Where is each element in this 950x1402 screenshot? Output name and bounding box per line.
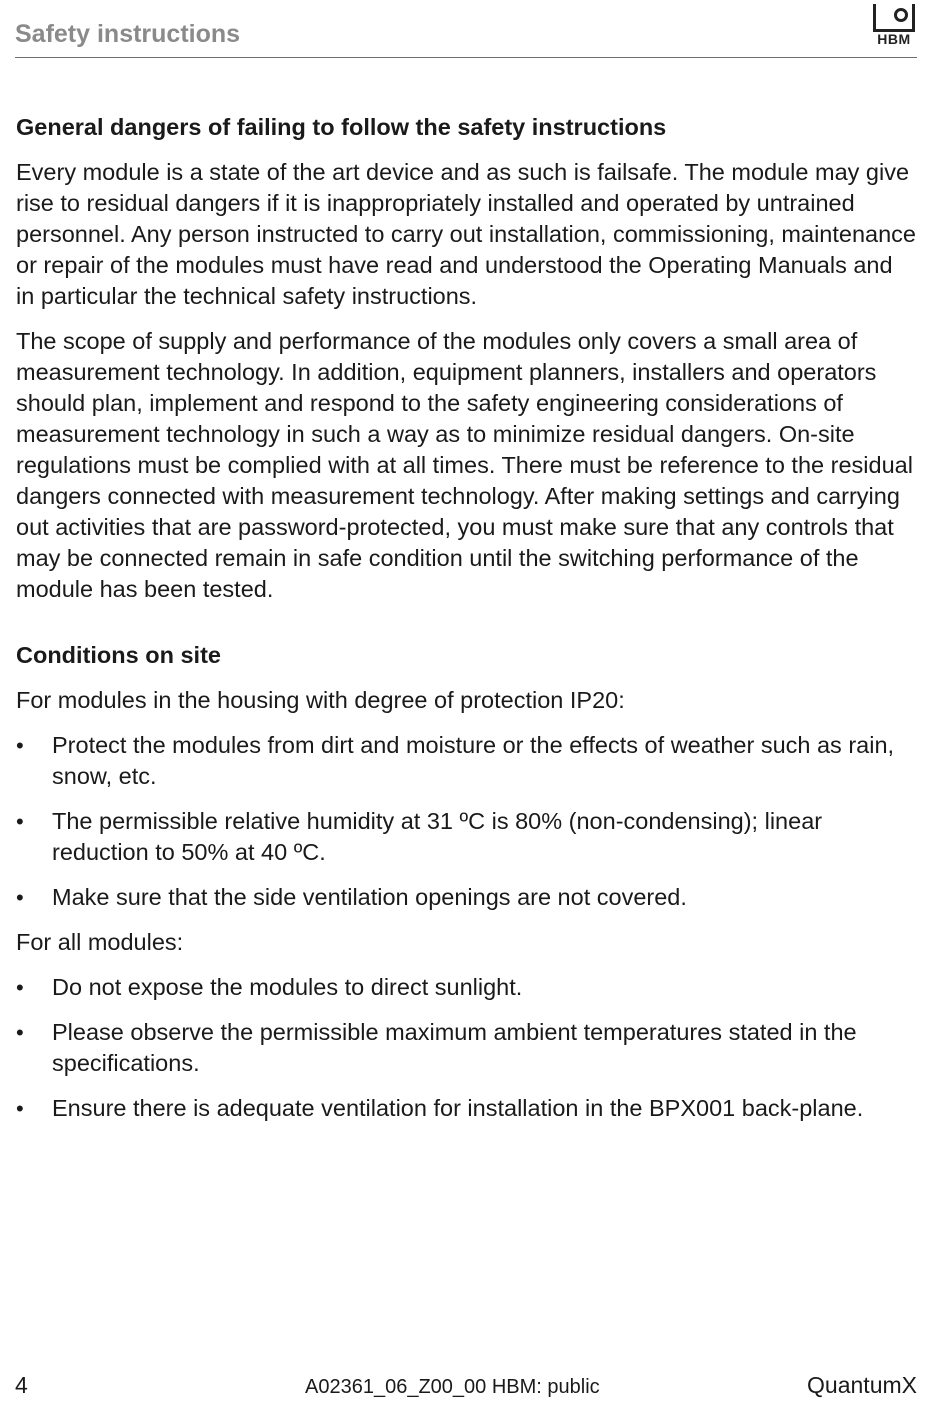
list-item: • Ensure there is adequate ventilation for installation in the BPX001 back-plane. xyxy=(16,1093,916,1124)
paragraph: The scope of supply and performance of the modules only covers a small area of measurement technology. In addition, equipment planners, installers and operators should plan, implement and respond to the safety engineering considerations of measurement technology in such a way as to minimize residual dangers. On-site regulations must be complied with at all times. There must be reference to the residual dangers connected with measurement technology. After making settings and carrying out activities that are password-protected, you must make sure that any controls that may be connected remain in safe condition until the switching performance of the module has been tested. xyxy=(16,328,913,602)
ip20-list xyxy=(16,730,916,913)
running-header-title: Safety instructions xyxy=(15,20,241,48)
list-item: • Please observe the permissible maximum ambient temperatures stated in the specifications. xyxy=(16,1017,916,1079)
page-header xyxy=(15,0,917,58)
hbm-logo-text: HBM xyxy=(877,31,911,47)
list-item: • The permissible relative humidity at 31 ºC is 80% (non-condensing); linear reduction to 50% at 40 ºC. xyxy=(16,806,916,868)
list-item: • Make sure that the side ventilation openings are not covered. xyxy=(16,882,916,913)
all-modules-intro: For all modules: xyxy=(16,929,184,955)
section-heading-conditions-on-site: Conditions on site xyxy=(16,642,221,668)
hbm-logo-icon xyxy=(873,4,915,32)
all-modules-list xyxy=(16,972,916,1124)
page-number: 4 xyxy=(15,1372,28,1398)
paragraph: Every module is a state of the art device and as such is failsafe. The module may give rise to residual dangers if it is inappropriately installed and operated by untrained personnel. Any person instructed to carry out installation, commissioning, maintenance or repair of the modules must have read and understood the Operating Manuals and in particular the technical safety instructions. xyxy=(16,159,916,309)
ip20-intro: For modules in the housing with degree of protection IP20: xyxy=(16,687,625,713)
list-item: • Do not expose the modules to direct sunlight. xyxy=(16,972,916,1003)
product-name: QuantumX xyxy=(807,1372,917,1398)
section-heading-general-dangers: General dangers of failing to follow the safety instructions xyxy=(16,114,667,140)
page-content xyxy=(16,112,916,1138)
hbm-logo xyxy=(871,4,917,46)
page-footer xyxy=(15,1370,917,1400)
document-id: A02361_06_Z00_00 HBM: public xyxy=(305,1376,600,1398)
list-item: • Protect the modules from dirt and moisture or the effects of weather such as rain, snow, etc. xyxy=(16,730,916,792)
